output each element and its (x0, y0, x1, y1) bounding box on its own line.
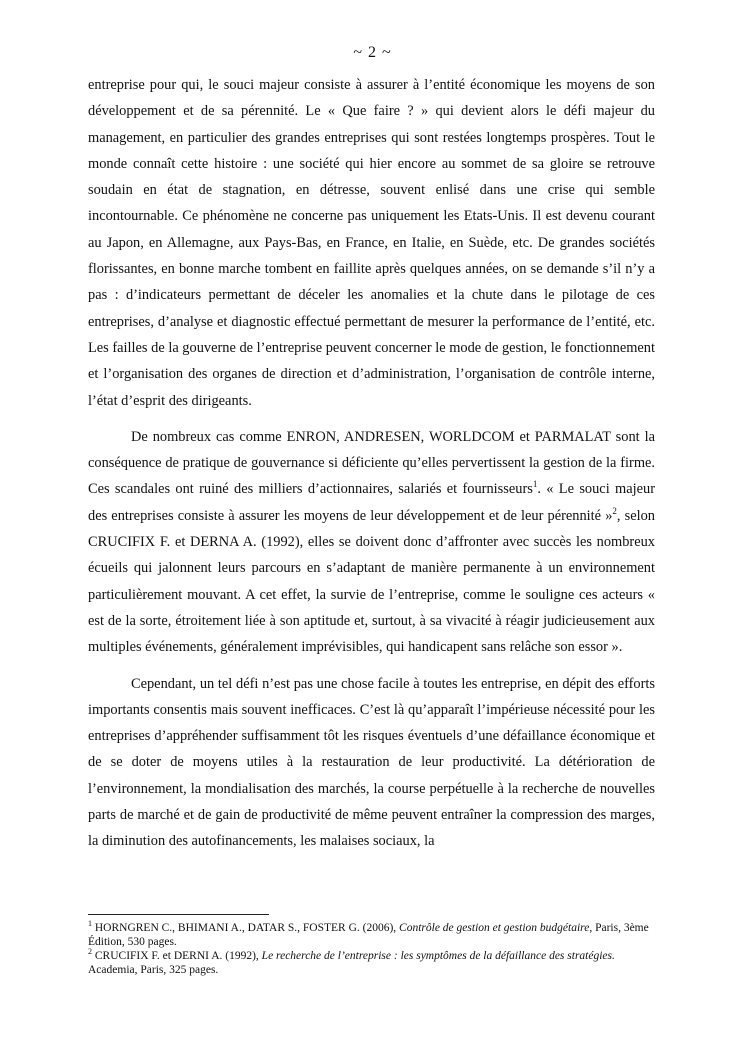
footnote-authors: CRUCIFIX F. et DERNI A. (1992), (92, 950, 262, 962)
paragraph-3: Cependant, un tel défi n’est pas une chose facile à toutes les entreprise, en dépit des efforts importants consentis mais souvent inefficaces. C’est là qu’apparaît l’impérieuse nécessité pour les entreprises d’appréhender suffisamment tôt les risques éventuels d’une défaillance économique et de se doter de moyens utiles à la restauration de leur productivité. La détérioration de l’environnement, la mondialisation des marchés, la course perpétuelle à la recherche de nouvelles parts de marché et de gain de productivité de même peuvent entraîner la compression des marges, la diminution des autofinancements, les malaises sociaux, la (88, 675, 655, 850)
page-number: ~ 2 ~ (353, 44, 392, 61)
paragraph-2-part-b: . « Le souci majeur des entreprises consiste à assurer les moyens de leur développement et de leur pérennité » (88, 481, 655, 524)
body-text (88, 72, 655, 865)
paragraph-2-part-a: De nombreux cas comme ENRON, ANDRESEN, WORLDCOM et PARMALAT sont la conséquence de pratique de gouvernance si déficiente qu’elles pervertissent la gestion de la firme. Ces scandales ont ruiné des milliers d’actionnaires, salariés et fournisseurs (88, 428, 655, 498)
footnote-title: Le recherche de l’entreprise : les symptômes de la défaillance des stratégies. (261, 950, 615, 962)
footnote-ref-1[interactable]: 1 (532, 479, 538, 490)
paragraph-2 (88, 424, 655, 661)
footnotes (88, 921, 655, 977)
paragraph-1: entreprise pour qui, le souci majeur consiste à assurer à l’entité économique les moyens de son développement et de sa pérennité. Le « Que faire ? » qui devient alors le défi majeur du management, en particulier des grandes entreprises qui sont restées longtemps prospères. Tout le monde connaît cette histoire : une société qui hier encore au sommet de sa gloire se retrouve soudain en état de stagnation, en détresse, souvent enlisé dans une crise qui semble incontournable. Ce phénomène ne concerne pas uniquement les Etats-Unis. Il est devenu courant au Japon, en Allemagne, aux Pays-Bas, en France, en Italie, en Suède, etc. De grandes sociétés florissantes, en bonne marche tombent en faillite après quelques années, on se demande s’il n’y a pas : d’indicateurs permettant de déceler les anomalies et la chute dans le pilotage de ces entreprises, d’analyse et diagnostic effectué permettant de mesurer la performance de l’entité, etc. Les failles de la gouverne de l’entreprise peuvent concerner le mode de gestion, le fonctionnement et l’organisation des organes de direction et d’administration, l’organisation de contrôle interne, l’état d’esprit des dirigeants. (88, 77, 656, 409)
footnote-publication: Academia, Paris, 325 pages. (88, 964, 219, 976)
footnote-separator (88, 914, 269, 915)
footnote-number: 1 (88, 919, 92, 929)
footnote-publication: , Paris, 3ème Édition, 530 pages. (88, 922, 649, 948)
footnote-title: Contrôle de gestion et gestion budgétaire (399, 922, 590, 934)
footnote-1 (88, 921, 655, 949)
footnote-2 (88, 949, 655, 977)
paragraph-2-part-c: , selon CRUCIFIX F. et DERNA A. (1992), elles se doivent donc d’affronter avec succès les nombreux écueils qui jalonnent leurs parcours en s’adaptant de manière permanente à un environnement particulièrement mouvant. A cet effet, la survie de l’entreprise, comme le souligne ces acteurs « est de la sorte, étroitement liée à son aptitude et, surtout, à sa vivacité à réagir judicieusement aux multiples événements, généralement imprévisibles, qui handicapent sans relâche son essor ». (88, 507, 655, 656)
footnote-number: 2 (88, 947, 92, 957)
footnote-ref-2[interactable]: 2 (612, 505, 617, 516)
footnote-authors: HORNGREN C., BHIMANI A., DATAR S., FOSTER G. (2006), (92, 922, 400, 934)
